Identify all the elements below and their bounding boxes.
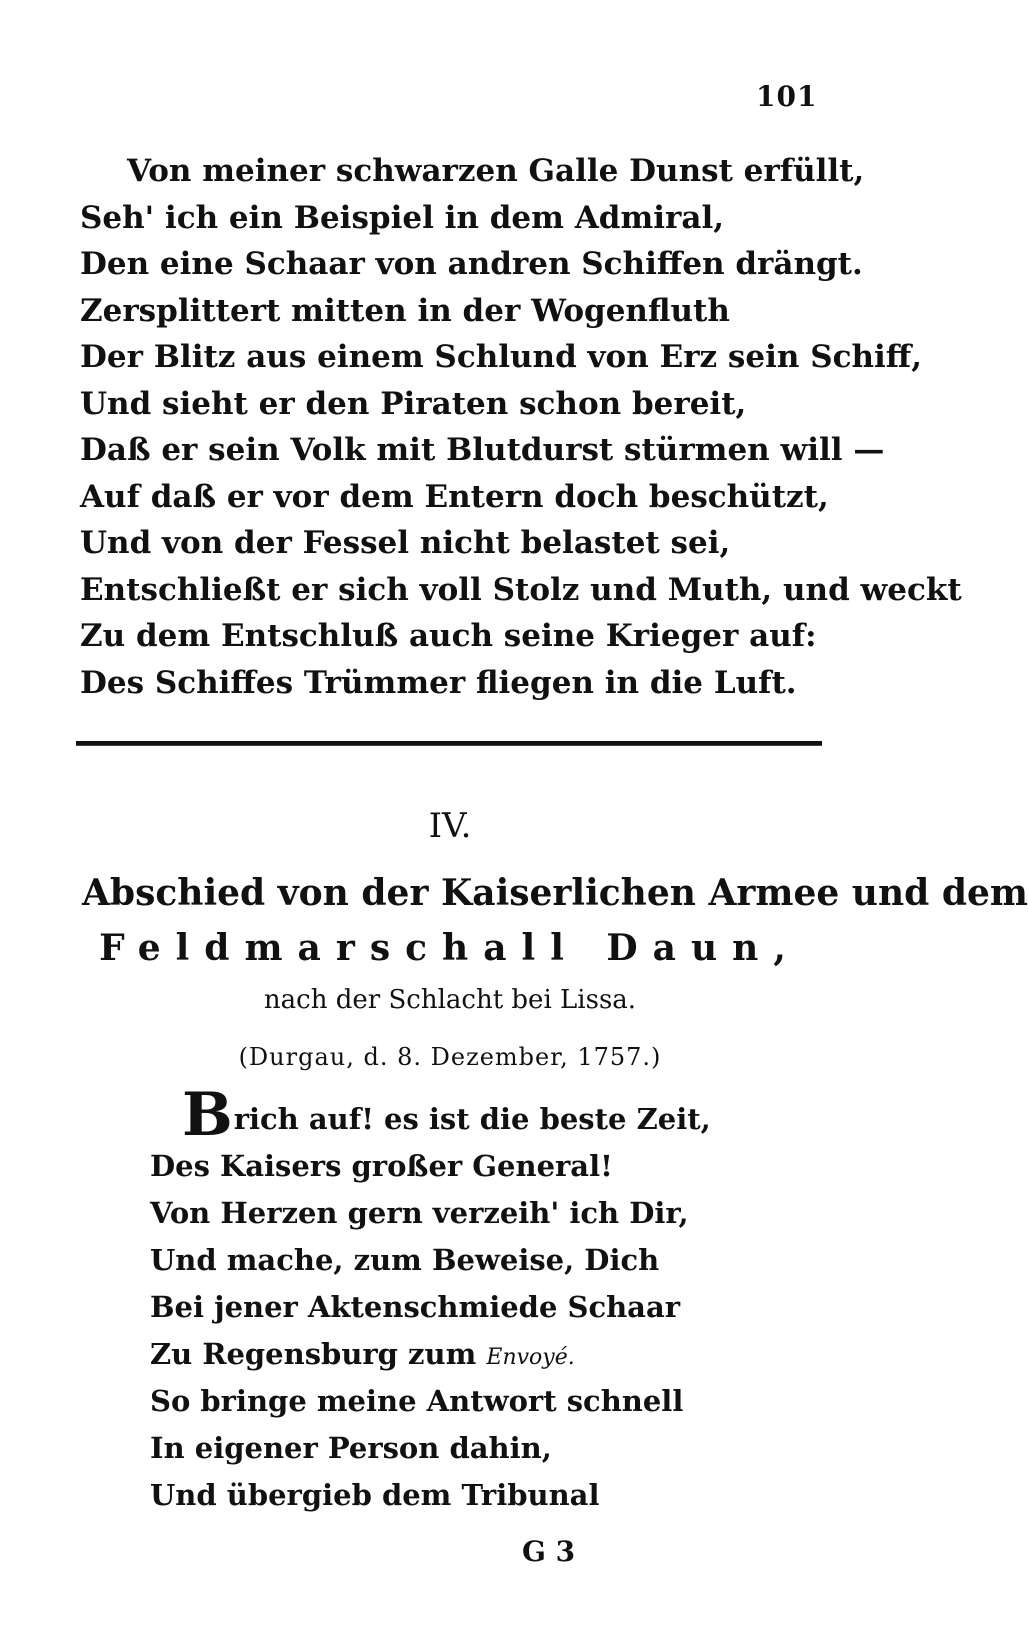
- poem-line: Zersplittert mitten in der Wogenfluth: [80, 292, 730, 329]
- page-number: 101: [756, 80, 818, 113]
- poem-line: Und sieht er den Piraten schon bereit,: [80, 385, 747, 422]
- poem-line: Bei jener Aktenschmiede Schaar: [150, 1290, 681, 1324]
- poem-line: So bringe meine Antwort schnell: [150, 1384, 684, 1418]
- poem-line: Und mache, zum Beweise, Dich: [150, 1243, 660, 1277]
- poem-line: Von meiner schwarzen Galle Dunst erfüllt,: [127, 153, 865, 189]
- section-numeral: IV.: [428, 806, 472, 846]
- poem-first-line: [150, 1080, 850, 1150]
- poem-line: In eigener Person dahin,: [150, 1431, 552, 1465]
- poem-line: Entschließt er sich voll Stolz und Muth, und weckt: [80, 571, 962, 608]
- section-dateline: (Durgau, d. 8. Dezember, 1757.): [238, 1043, 662, 1071]
- poem-line: Von Herzen gern verzeih' ich Dir,: [150, 1196, 689, 1230]
- printer-signature-mark: G 3: [522, 1535, 576, 1568]
- poem-first-line-text: rich auf! es ist die beste Zeit,: [233, 1102, 711, 1136]
- envoye-word: Envoyé.: [486, 1345, 575, 1370]
- poem-body: [150, 1080, 850, 1519]
- section-title-line2: Feldmarschall Daun,: [99, 927, 801, 969]
- poem-line-text: Zu Regensburg zum: [150, 1337, 487, 1371]
- drop-cap: B: [182, 1080, 233, 1150]
- poem-line: Und von der Fessel nicht belastet sei,: [80, 525, 731, 561]
- poem-line: Zu dem Entschluß auch seine Krieger auf:: [80, 618, 817, 654]
- poem-line-envoy: [150, 1331, 850, 1378]
- section-divider: [76, 741, 822, 746]
- poem-line: Des Kaisers großer General!: [150, 1149, 613, 1183]
- poem-line: Den eine Schaar von andren Schiffen drängt.: [80, 246, 863, 282]
- poem-continuation: [80, 148, 962, 706]
- section-title-line1: Abschied von der Kaiserlichen Armee und dem: [82, 872, 1028, 914]
- poem-line: Und übergieb dem Tribunal: [150, 1478, 600, 1512]
- section-subtitle: nach der Schlacht bei Lissa.: [263, 985, 637, 1015]
- poem-line: Des Schiffes Trümmer fliegen in die Luft.: [80, 664, 797, 701]
- poem-line: Seh' ich ein Beispiel in dem Admiral,: [80, 199, 725, 236]
- poem-line: Daß er sein Volk mit Blutdurst stürmen will —: [80, 432, 885, 468]
- poem-line: Der Blitz aus einem Schlund von Erz sein Schiff,: [80, 339, 923, 375]
- poem-line: Auf daß er vor dem Entern doch beschützt,: [80, 478, 829, 515]
